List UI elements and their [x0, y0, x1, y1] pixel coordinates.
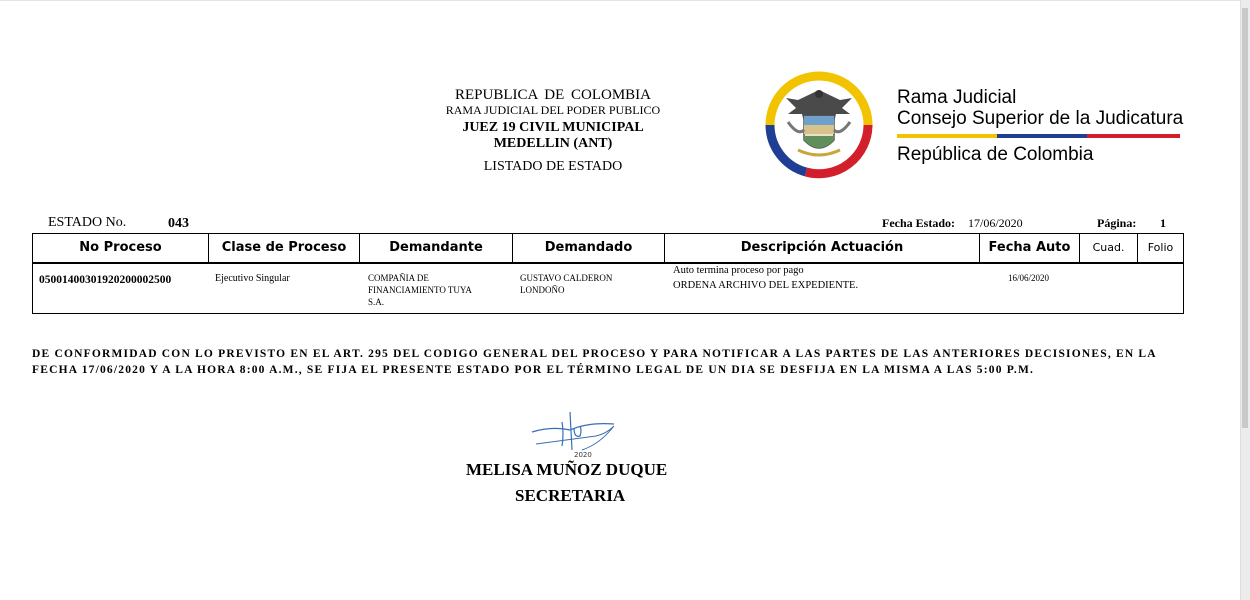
column-header-proceso: No Proceso	[33, 234, 209, 262]
pagina-label: Página:	[1097, 216, 1137, 230]
top-border	[0, 0, 1240, 1]
signatory-role: SECRETARIA	[515, 486, 626, 505]
logo-line-consejo: Consejo Superior de la Judicatura	[897, 108, 1184, 129]
scrollbar-thumb[interactable]	[1242, 8, 1248, 428]
legal-notice: DE CONFORMIDAD CON LO PREVISTO EN EL ART. 295 DEL CODIGO GENERAL DEL PROCESO Y PARA NOTIFICAR A LAS PARTES DE LAS ANTERIORES DECISIONES, EN LA FECHA 17/06/2020 Y A LA HORA 8:00 A.M., SE FIJA EL PRESENTE ESTADO POR EL TÉRMINO LEGAL DE UN DIA SE DESFIJA EN LA MISMA A LAS 5:00 P.M.	[32, 348, 1157, 376]
header-list-title: LISTADO DE ESTADO	[483, 159, 623, 174]
cell-demandado: GUSTAVO CALDERON LONDOÑO	[520, 273, 613, 295]
estado-number: 043	[168, 216, 189, 231]
cell-proceso: 05001400301920200002500	[39, 274, 172, 286]
header-court: JUEZ 19 CIVIL MUNICIPAL	[462, 120, 644, 135]
handwritten-signature	[526, 408, 620, 460]
header-city: MEDELLIN (ANT)	[493, 136, 613, 151]
logo-line-republica: República de Colombia	[897, 144, 1094, 165]
column-header-demandante: Demandante	[360, 234, 513, 262]
header-country: REPUBLICA DE COLOMBIA	[454, 87, 651, 103]
table-header	[32, 233, 1184, 263]
table-row	[32, 263, 1184, 314]
logo-bar-red	[1087, 134, 1180, 138]
cell-demandante: COMPAÑIA DE FINANCIAMIENTO TUYA S.A.	[368, 273, 472, 307]
column-header-demandado: Demandado	[513, 234, 665, 262]
logo-line-rama-judicial: Rama Judicial	[897, 87, 1017, 108]
rama-judicial-emblem-icon	[758, 64, 880, 186]
fecha-estado-value: 17/06/2020	[968, 216, 1023, 230]
logo-bar-yellow	[897, 134, 997, 138]
cell-descripcion-line2: ORDENA ARCHIVO DEL EXPEDIENTE.	[673, 280, 859, 291]
cell-clase: Ejecutivo Singular	[215, 273, 290, 284]
estado-label: ESTADO No.	[48, 215, 127, 230]
column-header-cuad: Cuad.	[1080, 234, 1138, 262]
column-header-descripcion: Descripción Actuación	[665, 234, 980, 262]
fecha-estado-label: Fecha Estado:	[882, 216, 955, 230]
header-branch: RAMA JUDICIAL DEL PODER PUBLICO	[445, 103, 661, 117]
cell-descripcion-line1: Auto termina proceso por pago	[673, 265, 804, 276]
signatory-name: MELISA MUÑOZ DUQUE	[466, 460, 668, 479]
svg-text:2020: 2020	[574, 451, 592, 459]
pagina-value: 1	[1160, 216, 1166, 230]
logo-bar-blue	[997, 134, 1087, 138]
column-header-fecha-auto: Fecha Auto	[980, 234, 1080, 262]
column-header-folio: Folio	[1147, 241, 1174, 254]
column-header-clase: Clase de Proceso	[209, 234, 360, 262]
cell-fecha-auto: 16/06/2020	[1008, 273, 1050, 283]
